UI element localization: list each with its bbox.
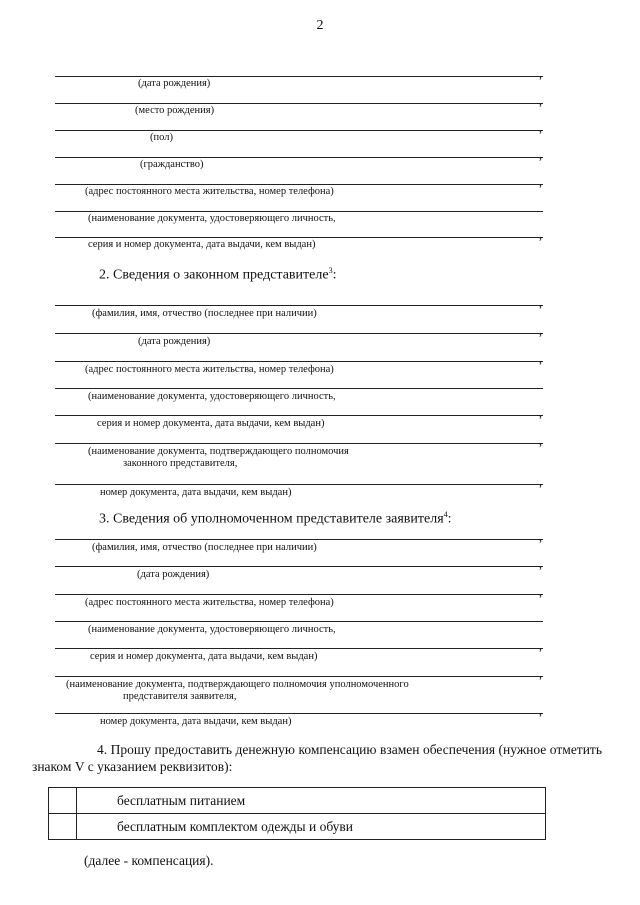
fill-line[interactable] — [55, 415, 543, 416]
compensation-footer: (далее - компенсация). — [84, 853, 214, 868]
fill-line[interactable] — [55, 103, 543, 104]
fill-line[interactable] — [55, 621, 543, 622]
compensation-options-table — [48, 787, 546, 840]
line-comma: , — [539, 667, 542, 681]
line-comma: , — [539, 67, 542, 81]
line-comma: , — [539, 121, 542, 135]
fill-line[interactable] — [55, 713, 543, 714]
option-row-meals — [49, 788, 546, 814]
line-comma: , — [539, 324, 542, 338]
line-comma: , — [539, 352, 542, 366]
section-heading-authorized-representative: 3. Сведения об уполномоченном представителе заявителя$^4$: — [99, 510, 452, 527]
section-4-paragraph: 4. Прошу предоставить денежную компенсацию взамен обеспечения (нужное отметить знаком V с указанием реквизитов): — [32, 742, 602, 774]
fill-line[interactable] — [55, 676, 543, 677]
caption-birth-date: (дата рождения) — [138, 336, 211, 347]
caption-id-document: (наименование документа, удостоверяющего личность, — [88, 624, 336, 635]
fill-line[interactable] — [55, 484, 543, 485]
caption-birth-place: (место рождения) — [135, 105, 215, 116]
line-comma: , — [539, 228, 542, 242]
fill-line[interactable] — [55, 76, 543, 77]
fill-line[interactable] — [55, 333, 543, 334]
option-row-clothing — [49, 814, 546, 840]
fill-line[interactable] — [55, 594, 543, 595]
line-comma: , — [539, 175, 542, 189]
option-label-clothing: бесплатным комплектом одежды и обуви — [77, 814, 546, 840]
fill-line[interactable] — [55, 388, 543, 389]
caption-id-document: (наименование документа, удостоверяющего личность, — [88, 391, 336, 402]
line-comma: , — [539, 434, 542, 448]
option-label-meals: бесплатным питанием — [77, 788, 546, 814]
fill-line[interactable] — [55, 305, 543, 306]
caption-address: (адрес постоянного места жительства, номер телефона) — [85, 597, 334, 608]
caption-birth-date: (дата рождения) — [137, 569, 210, 580]
line-comma: , — [539, 639, 542, 653]
fill-line[interactable] — [55, 237, 543, 238]
caption-address: (адрес постоянного места жительства, номер телефона) — [85, 186, 334, 197]
line-comma: , — [539, 704, 542, 718]
caption-authority-document: (наименование документа, подтверждающего полномочия — [88, 446, 349, 457]
fill-line[interactable] — [55, 361, 543, 362]
caption-birth-date: (дата рождения) — [138, 78, 211, 89]
caption-citizenship: (гражданство) — [140, 159, 204, 170]
caption-full-name: (фамилия, имя, отчество (последнее при наличии) — [92, 308, 317, 319]
line-comma: , — [539, 148, 542, 162]
caption-authority-document-cont: законного представителя, — [123, 458, 238, 469]
line-comma: , — [539, 406, 542, 420]
fill-line[interactable] — [55, 648, 543, 649]
caption-id-document: (наименование документа, удостоверяющего личность, — [88, 213, 336, 224]
caption-authority-document: (наименование документа, подтверждающего полномочия уполномоченного — [66, 679, 409, 690]
fill-line[interactable] — [55, 443, 543, 444]
option-checkbox-clothing[interactable] — [49, 814, 77, 840]
line-comma: , — [539, 585, 542, 599]
caption-address: (адрес постоянного места жительства, номер телефона) — [85, 364, 334, 375]
caption-id-details: серия и номер документа, дата выдачи, кем выдан) — [88, 239, 316, 250]
caption-id-details: серия и номер документа, дата выдачи, кем выдан) — [97, 418, 325, 429]
line-comma: , — [539, 94, 542, 108]
fill-line[interactable] — [55, 130, 543, 131]
caption-full-name: (фамилия, имя, отчество (последнее при наличии) — [92, 542, 317, 553]
fill-line[interactable] — [55, 566, 543, 567]
page-number: 2 — [316, 18, 324, 33]
section-heading-legal-representative: 2. Сведения о законном представителе$^3$: — [99, 266, 337, 283]
caption-authority-details: номер документа, дата выдачи, кем выдан) — [100, 716, 292, 727]
caption-authority-document-cont: представителя заявителя, — [123, 691, 237, 702]
line-comma: , — [539, 296, 542, 310]
caption-sex: (пол) — [150, 132, 173, 143]
option-checkbox-meals[interactable] — [49, 788, 77, 814]
caption-id-details: серия и номер документа, дата выдачи, кем выдан) — [90, 651, 318, 662]
caption-authority-details: номер документа, дата выдачи, кем выдан) — [100, 487, 292, 498]
line-comma: , — [539, 557, 542, 571]
fill-line[interactable] — [55, 211, 543, 212]
fill-line[interactable] — [55, 184, 543, 185]
line-comma: , — [539, 530, 542, 544]
line-comma: , — [539, 475, 542, 489]
fill-line[interactable] — [55, 539, 543, 540]
fill-line[interactable] — [55, 157, 543, 158]
